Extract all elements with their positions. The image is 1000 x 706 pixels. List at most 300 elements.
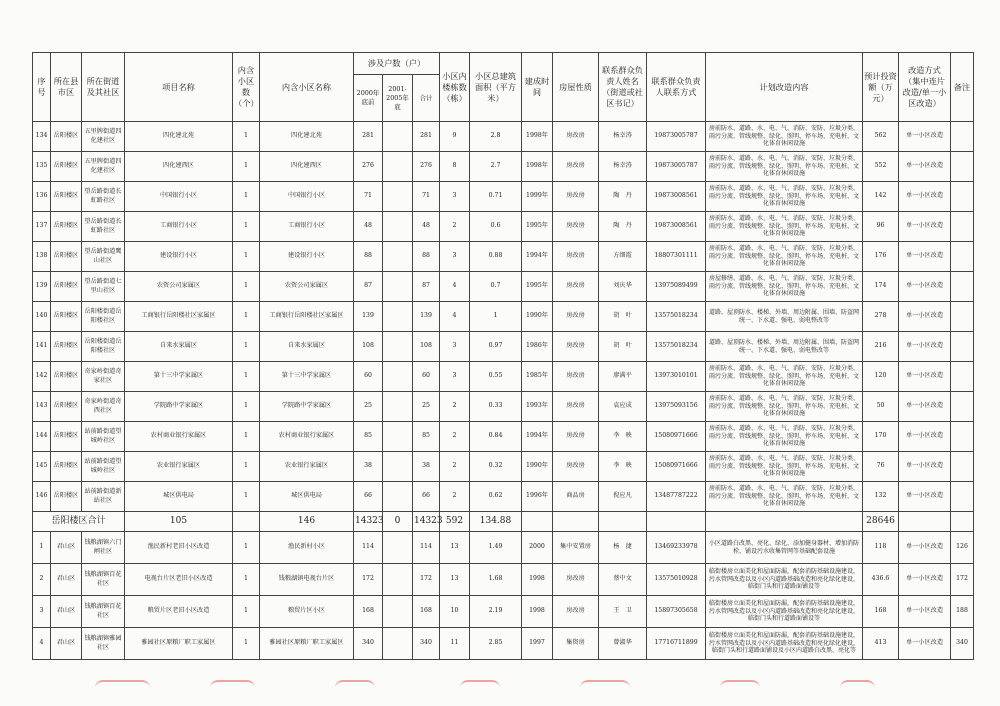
cell-htotal: 108	[413, 332, 440, 362]
cell-project: 第十三中学家属区	[125, 362, 233, 392]
cell-invest: 174	[863, 272, 899, 302]
cell-names: 农村商业银行家属区	[260, 422, 354, 452]
table-row	[33, 564, 974, 596]
cell-area: 1	[470, 302, 522, 332]
cell-county: 岳阳楼区	[51, 452, 82, 482]
cell-h2001	[383, 242, 413, 272]
cell-plan: 小区道路白改黑、亮化、绿化、添加健身器材、增加消防栓、铺设污水收集管网等基础配套设施	[706, 532, 863, 564]
cell-h2000: 168	[354, 596, 383, 628]
cell-nature: 房改房	[553, 242, 599, 272]
cell-contact: 蔡中文	[599, 564, 647, 596]
cell-phone: 15080971666	[647, 452, 706, 482]
header-built: 建成时间	[522, 53, 553, 122]
cell-h2001	[383, 422, 413, 452]
header-nature: 房屋性质	[553, 53, 599, 122]
cell-note	[951, 302, 974, 332]
cell-nature: 房改房	[553, 596, 599, 628]
cell-plan: 房前防水、道路、水、电、气、消防、安防、垃圾分类、雨污分流、管线规整、绿化、照明、停车场、充电桩、文化体育休闲设施	[706, 422, 863, 452]
cell-note	[951, 182, 974, 212]
cell-buildings: 2	[440, 482, 470, 512]
cell-note	[951, 152, 974, 182]
cell-names: 雅园社区原粮厂职工家属区	[260, 628, 354, 660]
cell-htotal: 281	[413, 122, 440, 152]
header-buildings: 小区内楼栋数（栋）	[440, 53, 470, 122]
table-row	[33, 596, 974, 628]
renovation-table	[32, 52, 974, 660]
total-spacer	[233, 512, 260, 532]
stamp-mark	[580, 680, 630, 700]
total-empty	[706, 512, 863, 532]
cell-note	[951, 482, 974, 512]
total-htotal: 14323	[413, 512, 440, 532]
total-empty	[599, 512, 647, 532]
table-row	[33, 482, 974, 512]
cell-project: 建设银行小区	[125, 242, 233, 272]
cell-county: 岳阳楼区	[51, 242, 82, 272]
cell-project: 农业银行家属区	[125, 452, 233, 482]
table-row	[33, 272, 974, 302]
table-row	[33, 212, 974, 242]
cell-county: 君山区	[51, 532, 82, 564]
cell-htotal: 88	[413, 242, 440, 272]
cell-names: 工商银行小区	[260, 212, 354, 242]
cell-count: 1	[233, 212, 260, 242]
cell-buildings: 2	[440, 212, 470, 242]
cell-street: 钱粮湖镇百花社区	[82, 564, 125, 596]
cell-buildings: 2	[440, 392, 470, 422]
table-row	[33, 362, 974, 392]
header-project: 项目名称	[125, 53, 233, 122]
cell-h2000: 281	[354, 122, 383, 152]
cell-county: 岳阳楼区	[51, 182, 82, 212]
cell-seq: 143	[33, 392, 51, 422]
cell-contact: 杨 捷	[599, 532, 647, 564]
cell-contact: 王 卫	[599, 596, 647, 628]
cell-nature: 房改房	[553, 212, 599, 242]
cell-seq: 4	[33, 628, 51, 660]
cell-plan: 房前防水、道路、水、电、气、消防、安防、垃圾分类、雨污分流、管线规整、绿化、照明、停车场、充电桩、文化体育休闲设施	[706, 152, 863, 182]
cell-count: 1	[233, 628, 260, 660]
cell-contact: 胡 叶	[599, 302, 647, 332]
cell-area: 0.84	[470, 422, 522, 452]
cell-street: 望岳路街道鹰山社区	[82, 242, 125, 272]
cell-built: 1993年	[522, 392, 553, 422]
cell-nature: 集资房	[553, 628, 599, 660]
header-count: 内含小区数（个）	[233, 53, 260, 122]
cell-area: 0.7	[470, 272, 522, 302]
cell-phone: 19873005787	[647, 122, 706, 152]
cell-note	[951, 392, 974, 422]
cell-note: 172	[951, 564, 974, 596]
cell-built: 1999年	[522, 182, 553, 212]
cell-phone: 13973010101	[647, 362, 706, 392]
cell-seq: 2	[33, 564, 51, 596]
cell-mode: 单一小区改造	[899, 212, 951, 242]
cell-note	[951, 362, 974, 392]
cell-invest: 142	[863, 182, 899, 212]
cell-contact: 廖满平	[599, 362, 647, 392]
cell-h2001	[383, 596, 413, 628]
table-row	[33, 152, 974, 182]
cell-htotal: 25	[413, 392, 440, 422]
cell-note: 126	[951, 532, 974, 564]
cell-htotal: 85	[413, 422, 440, 452]
cell-project: 工商银行小区	[125, 212, 233, 242]
cell-note	[951, 452, 974, 482]
cell-names: 四化建北苑	[260, 122, 354, 152]
cell-built: 1986年	[522, 332, 553, 362]
cell-count: 1	[233, 452, 260, 482]
cell-h2000: 25	[354, 392, 383, 422]
cell-phone: 18807301111	[647, 242, 706, 272]
cell-names: 中国银行小区	[260, 182, 354, 212]
header-names: 内含小区名称	[260, 53, 354, 122]
header-h2001: 2001-2005年底	[383, 75, 413, 122]
cell-phone: 15080971666	[647, 422, 706, 452]
cell-plan: 房前防水、道路、水、电、气、消防、安防、垃圾分类、雨污分流、管线规整、绿化、照明、停车场、充电桩、文化体育休闲设施	[706, 482, 863, 512]
cell-built: 1998	[522, 564, 553, 596]
cell-mode: 单一小区改造	[899, 482, 951, 512]
cell-h2001	[383, 272, 413, 302]
cell-count: 1	[233, 422, 260, 452]
cell-seq: 140	[33, 302, 51, 332]
cell-area: 0.88	[470, 242, 522, 272]
cell-invest: 278	[863, 302, 899, 332]
cell-project: 四化建西区	[125, 152, 233, 182]
cell-contact: 陶 丹	[599, 182, 647, 212]
header-htotal: 合计	[413, 75, 440, 122]
cell-names: 渔民新村小区	[260, 532, 354, 564]
cell-htotal: 276	[413, 152, 440, 182]
cell-plan: 临街楼房立面美化和屋面防漏，配套消防基础设施建设，污水管网改造以及小区内道路基础改造和亮化绿化建设，临街门头和行道路面铺设等	[706, 564, 863, 596]
cell-area: 0.55	[470, 362, 522, 392]
cell-county: 岳阳楼区	[51, 422, 82, 452]
cell-street: 钱粮湖镇雅园社区	[82, 628, 125, 660]
cell-project: 四化建北苑	[125, 122, 233, 152]
cell-note: 188	[951, 596, 974, 628]
cell-h2001	[383, 452, 413, 482]
cell-names: 工商银行岳阳楼社区家属区	[260, 302, 354, 332]
cell-htotal: 71	[413, 182, 440, 212]
cell-phone: 13487787222	[647, 482, 706, 512]
cell-seq: 3	[33, 596, 51, 628]
cell-names: 学院路中学家属区	[260, 392, 354, 422]
cell-names: 城区供电局	[260, 482, 354, 512]
cell-count: 1	[233, 564, 260, 596]
cell-street: 五里牌街道四化建社区	[82, 152, 125, 182]
cell-h2001	[383, 392, 413, 422]
header-contact: 联系群众负责人姓名（街道或社区书记）	[599, 53, 647, 122]
total-count: 105	[125, 512, 233, 532]
header-street: 所在街道及其社区	[82, 53, 125, 122]
cell-h2000: 88	[354, 242, 383, 272]
total-h2000: 14323	[354, 512, 383, 532]
cell-county: 君山区	[51, 564, 82, 596]
cell-h2000: 139	[354, 302, 383, 332]
cell-contact: 倪应凡	[599, 482, 647, 512]
cell-h2000: 60	[354, 362, 383, 392]
cell-invest: 120	[863, 362, 899, 392]
cell-mode: 单一小区改造	[899, 362, 951, 392]
cell-county: 岳阳楼区	[51, 332, 82, 362]
cell-htotal: 114	[413, 532, 440, 564]
total-h2001: 0	[383, 512, 413, 532]
cell-mode: 单一小区改造	[899, 596, 951, 628]
cell-note: 340	[951, 628, 974, 660]
header-row	[33, 53, 974, 75]
cell-phone: 13575018234	[647, 332, 706, 362]
cell-invest: 76	[863, 452, 899, 482]
cell-h2000: 66	[354, 482, 383, 512]
cell-phone: 13575010928	[647, 564, 706, 596]
cell-count: 1	[233, 532, 260, 564]
cell-area: 2.19	[470, 596, 522, 628]
cell-buildings: 4	[440, 272, 470, 302]
header-area: 小区总建筑面积（平方米）	[470, 53, 522, 122]
cell-project: 学院路中学家属区	[125, 392, 233, 422]
cell-invest: 96	[863, 212, 899, 242]
cell-buildings: 3	[440, 182, 470, 212]
cell-names: 第十三中学家属区	[260, 362, 354, 392]
cell-project: 农村商业银行家属区	[125, 422, 233, 452]
cell-h2001	[383, 332, 413, 362]
header-mode: 改造方式（集中连片改造/单一小区改造）	[899, 53, 951, 122]
cell-seq: 137	[33, 212, 51, 242]
cell-names: 钱粮湖镇电视台片区	[260, 564, 354, 596]
cell-phone: 13575018234	[647, 302, 706, 332]
cell-nature: 房改房	[553, 362, 599, 392]
header-note: 备注	[951, 53, 974, 122]
cell-nature: 房改房	[553, 302, 599, 332]
header-h2000: 2000年底前	[354, 75, 383, 122]
cell-area: 2.8	[470, 122, 522, 152]
cell-plan: 房屋修缮、道路、水、电、气、消防、安防、垃圾分类、雨污分流、管线规整、绿化、照明、停车场、充电桩、文化体育休闲设施	[706, 272, 863, 302]
cell-area: 1.68	[470, 564, 522, 596]
cell-plan: 房前防水、道路、水、电、气、消防、安防、垃圾分类、雨污分流、管线规整、绿化、照明、停车场、充电桩、文化体育休闲设施	[706, 392, 863, 422]
cell-built: 1990年	[522, 302, 553, 332]
cell-mode: 单一小区改造	[899, 242, 951, 272]
cell-street: 岳阳楼街道岳阳楼社区	[82, 332, 125, 362]
cell-mode: 单一小区改造	[899, 422, 951, 452]
cell-plan: 房前防水、道路、水、电、气、消防、安防、垃圾分类、雨污分流、管线规整、绿化、照明、停车场、充电桩、文化体育休闲设施	[706, 212, 863, 242]
cell-count: 1	[233, 182, 260, 212]
cell-mode: 单一小区改造	[899, 272, 951, 302]
cell-county: 岳阳楼区	[51, 152, 82, 182]
cell-contact: 方细霞	[599, 242, 647, 272]
cell-project: 城区供电局	[125, 482, 233, 512]
stamp-mark	[95, 680, 150, 700]
cell-seq: 134	[33, 122, 51, 152]
cell-h2000: 71	[354, 182, 383, 212]
table-body-total	[33, 512, 974, 532]
stamp-mark	[720, 680, 760, 700]
cell-invest: 413	[863, 628, 899, 660]
cell-built: 1990年	[522, 452, 553, 482]
cell-note	[951, 332, 974, 362]
stamp-mark	[335, 680, 375, 700]
cell-street: 奇家岭街道奇家社区	[82, 362, 125, 392]
cell-seq: 136	[33, 182, 51, 212]
cell-project: 工商银行岳阳楼社区家属区	[125, 302, 233, 332]
cell-h2000: 276	[354, 152, 383, 182]
cell-htotal: 172	[413, 564, 440, 596]
cell-built: 1998	[522, 596, 553, 628]
cell-built: 1995年	[522, 272, 553, 302]
header-plan: 计划改造内容	[706, 53, 863, 122]
cell-built: 1985年	[522, 362, 553, 392]
cell-contact: 杨幸涛	[599, 152, 647, 182]
table-row	[33, 302, 974, 332]
table-body-junshan	[33, 532, 974, 660]
total-names: 146	[260, 512, 354, 532]
cell-count: 1	[233, 596, 260, 628]
cell-nature: 集中安置房	[553, 532, 599, 564]
cell-contact: 胡 叶	[599, 332, 647, 362]
cell-seq: 135	[33, 152, 51, 182]
cell-h2001	[383, 152, 413, 182]
cell-buildings: 2	[440, 452, 470, 482]
cell-county: 君山区	[51, 596, 82, 628]
cell-built: 1994年	[522, 422, 553, 452]
header-seq: 序号	[33, 53, 51, 122]
total-empty	[553, 512, 599, 532]
cell-contact: 李 映	[599, 452, 647, 482]
cell-seq: 138	[33, 242, 51, 272]
cell-area: 0.71	[470, 182, 522, 212]
cell-built: 1994年	[522, 242, 553, 272]
cell-plan: 房前防水、道路、水、电、气、消防、安防、垃圾分类、雨污分流、管线规整、绿化、照明、停车场、充电桩、文化体育休闲设施	[706, 362, 863, 392]
cell-plan: 房前防水、道路、水、电、气、消防、安防、垃圾分类、雨污分流、管线规整、绿化、照明、停车场、充电桩、文化体育休闲设施	[706, 122, 863, 152]
cell-htotal: 168	[413, 596, 440, 628]
cell-buildings: 13	[440, 532, 470, 564]
cell-nature: 房改房	[553, 272, 599, 302]
cell-phone: 19873008561	[647, 212, 706, 242]
cell-plan: 道路、屋顶防水、楼梯、外墙、周边附属、围墙、防盗网统一、下水道、强电、弱电整改等	[706, 332, 863, 362]
cell-h2000: 87	[354, 272, 383, 302]
cell-invest: 436.6	[863, 564, 899, 596]
cell-street: 五里牌街道四化建社区	[82, 122, 125, 152]
cell-names: 自来水家属区	[260, 332, 354, 362]
total-buildings: 592	[440, 512, 470, 532]
cell-seq: 1	[33, 532, 51, 564]
cell-count: 1	[233, 242, 260, 272]
cell-county: 岳阳楼区	[51, 482, 82, 512]
cell-built: 1995年	[522, 212, 553, 242]
cell-invest: 168	[863, 596, 899, 628]
cell-names: 建设银行小区	[260, 242, 354, 272]
cell-street: 望岳路街道长虹路社区	[82, 182, 125, 212]
total-invest: 28646	[863, 512, 899, 532]
cell-county: 岳阳楼区	[51, 122, 82, 152]
cell-invest: 170	[863, 422, 899, 452]
stamp-mark	[460, 680, 500, 700]
cell-street: 钱粮湖镇百花社区	[82, 596, 125, 628]
cell-names: 四化建西区	[260, 152, 354, 182]
cell-htotal: 66	[413, 482, 440, 512]
cell-buildings: 9	[440, 122, 470, 152]
cell-invest: 50	[863, 392, 899, 422]
cell-plan: 临街楼房立面美化和屋面防漏，配套消防基础设施建设，污水管网改造以及小区内道路基础改造和亮化绿化建设，临街门头和行道路面铺设等	[706, 596, 863, 628]
cell-street: 望岳路街道长虹路社区	[82, 212, 125, 242]
table-row	[33, 532, 974, 564]
cell-htotal: 87	[413, 272, 440, 302]
cell-mode: 单一小区改造	[899, 152, 951, 182]
cell-buildings: 13	[440, 564, 470, 596]
cell-county: 岳阳楼区	[51, 362, 82, 392]
cell-county: 岳阳楼区	[51, 302, 82, 332]
cell-h2000: 48	[354, 212, 383, 242]
cell-buildings: 3	[440, 362, 470, 392]
table-row	[33, 422, 974, 452]
cell-nature: 房改房	[553, 422, 599, 452]
cell-invest: 118	[863, 532, 899, 564]
cell-h2000: 114	[354, 532, 383, 564]
cell-built: 2000	[522, 532, 553, 564]
cell-street: 站前路街道望城岭社区	[82, 452, 125, 482]
cell-seq: 145	[33, 452, 51, 482]
cell-area: 0.33	[470, 392, 522, 422]
cell-invest: 552	[863, 152, 899, 182]
cell-project: 电视台片区老旧小区改造	[125, 564, 233, 596]
cell-built: 1998年	[522, 122, 553, 152]
cell-contact: 李 映	[599, 422, 647, 452]
cell-street: 奇家岭街道奇西社区	[82, 392, 125, 422]
cell-note	[951, 122, 974, 152]
cell-invest: 176	[863, 242, 899, 272]
cell-note	[951, 272, 974, 302]
cell-built: 1997	[522, 628, 553, 660]
header-county: 所在县市区	[51, 53, 82, 122]
cell-street: 站前路街道新站社区	[82, 482, 125, 512]
cell-mode: 单一小区改造	[899, 564, 951, 596]
cell-htotal: 48	[413, 212, 440, 242]
cell-phone: 13975089499	[647, 272, 706, 302]
cell-nature: 房改房	[553, 152, 599, 182]
stamp-mark	[840, 680, 875, 700]
total-empty	[899, 512, 951, 532]
total-empty	[647, 512, 706, 532]
table-row	[33, 392, 974, 422]
cell-names: 粮贸片区小区	[260, 596, 354, 628]
cell-county: 君山区	[51, 628, 82, 660]
cell-nature: 房改房	[553, 182, 599, 212]
cell-h2001	[383, 564, 413, 596]
cell-project: 自来水家属区	[125, 332, 233, 362]
cell-contact: 陶 丹	[599, 212, 647, 242]
cell-h2001	[383, 122, 413, 152]
cell-buildings: 2	[440, 422, 470, 452]
cell-seq: 146	[33, 482, 51, 512]
cell-count: 1	[233, 392, 260, 422]
cell-street: 岳阳楼街道岳阳楼社区	[82, 302, 125, 332]
cell-buildings: 10	[440, 596, 470, 628]
cell-count: 1	[233, 302, 260, 332]
cell-contact: 袁应成	[599, 392, 647, 422]
table-row	[33, 332, 974, 362]
cell-seq: 144	[33, 422, 51, 452]
cell-street: 望岳路街道七里山社区	[82, 272, 125, 302]
cell-project: 农资公司家属区	[125, 272, 233, 302]
cell-area: 0.32	[470, 452, 522, 482]
cell-area: 0.62	[470, 482, 522, 512]
cell-area: 1.49	[470, 532, 522, 564]
cell-phone: 17716711899	[647, 628, 706, 660]
cell-count: 1	[233, 332, 260, 362]
table-row	[33, 628, 974, 660]
cell-mode: 单一小区改造	[899, 628, 951, 660]
header-households: 涉及户数（户）	[354, 53, 440, 75]
cell-h2000: 38	[354, 452, 383, 482]
